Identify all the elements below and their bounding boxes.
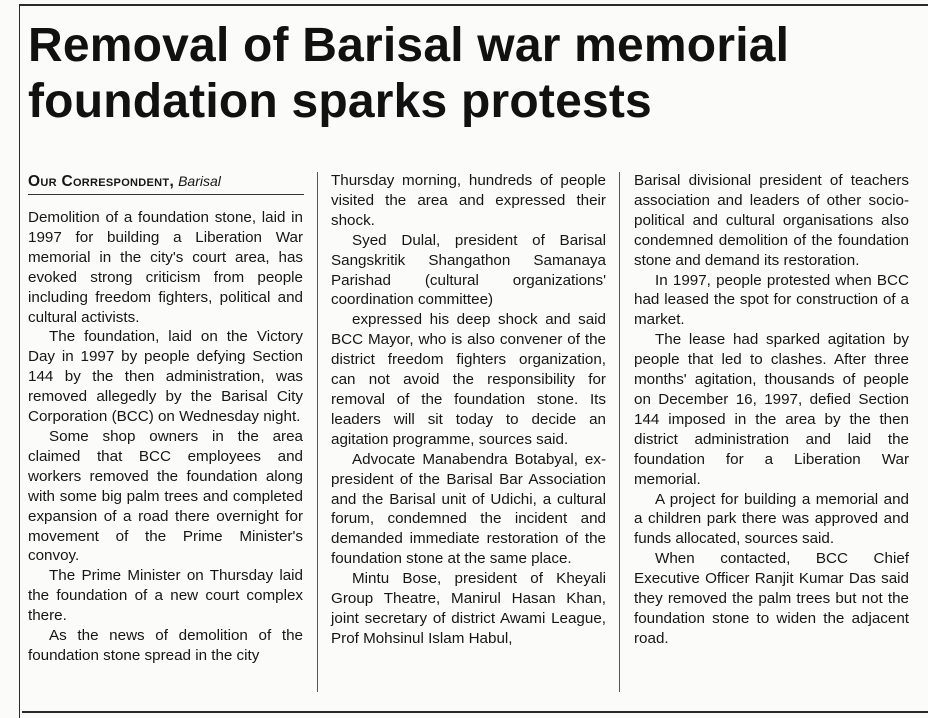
- column-3: [634, 171, 909, 649]
- byline-name: Our Correspondent,: [28, 173, 175, 190]
- paragraph: Thursday morning, hundreds of people visited the area and expressed their shock.: [331, 172, 606, 229]
- paragraph: The Prime Minister on Thursday laid the foundation of a new court complex there.: [28, 567, 303, 625]
- paragraph: Syed Dulal, president of Barisal Sangskritik Shangathon Samanaya Parishad (cultural organizations' coordination committee): [331, 231, 606, 309]
- headline: Removal of Barisal war memorial foundation sparks protests: [28, 19, 790, 128]
- paragraph: The foundation, laid on the Victory Day in 1997 by people defying Section 144 by the then administration, was removed allegedly by the Barisal City Corporation (BCC) on Wednesday night.: [28, 328, 303, 426]
- byline-rule: [28, 194, 304, 195]
- paragraph: The lease had sparked agitation by people that led to clashes. After three months' agitation, thousands of people on December 16, 1997, defied Section 144 imposed in the area by the then district administration and laid the foundation for a Liberation War memorial.: [634, 331, 909, 488]
- paragraph: Mintu Bose, president of Kheyali Group Theatre, Manirul Hasan Khan, joint secretary of district Awami League, Prof Mohsinul Islam Habul,: [331, 570, 606, 647]
- paragraph: Some shop owners in the area claimed that BCC employees and workers removed the foundation along with some big palm trees and completed expansion of a road there overnight for movement of the Prime Minister's convoy.: [28, 427, 303, 565]
- column-2: [331, 171, 606, 649]
- left-rule: [19, 4, 20, 718]
- top-rule: [20, 4, 928, 6]
- paragraph: As the news of demolition of the foundation stone spread in the city: [28, 627, 303, 664]
- byline: [28, 171, 303, 192]
- column-separator: [619, 172, 620, 692]
- column-separator: [317, 172, 318, 692]
- paragraph: A project for building a memorial and a children park there was approved and funds allocated, sources said.: [634, 490, 909, 548]
- column-1: [28, 171, 303, 666]
- paragraph: Barisal divisional president of teachers association and leaders of other socio-political and cultural organisations also condemned demolition of the foundation stone and demand its restoration.: [634, 172, 909, 269]
- paragraph: When contacted, BCC Chief Executive Officer Ranjit Kumar Das said they removed the palm trees but not the foundation stone to widen the adjacent road.: [634, 550, 909, 647]
- paragraph: expressed his deep shock and said BCC Mayor, who is also convener of the district freedom fighters organization, can not avoid the responsibility for removal of the foundation stone. Its leaders will sit today to decide an agitation programme, sources said.: [331, 311, 606, 448]
- bottom-rule: [22, 711, 928, 713]
- paragraph: Demolition of a foundation stone, laid in 1997 for building a Liberation War memorial in the city's court area, has evoked strong criticism from people including freedom fighters, political and cultural activists.: [28, 209, 303, 326]
- paragraph: In 1997, people protested when BCC had leased the spot for construction of a market.: [634, 271, 909, 329]
- paragraph: Advocate Manabendra Botabyal, ex-president of the Barisal Bar Association and the Barisal unit of Udichi, a cultural forum, condemned the incident and demanded immediate restoration of the foundation stone at the same place.: [331, 450, 606, 568]
- byline-place: Barisal: [178, 173, 221, 189]
